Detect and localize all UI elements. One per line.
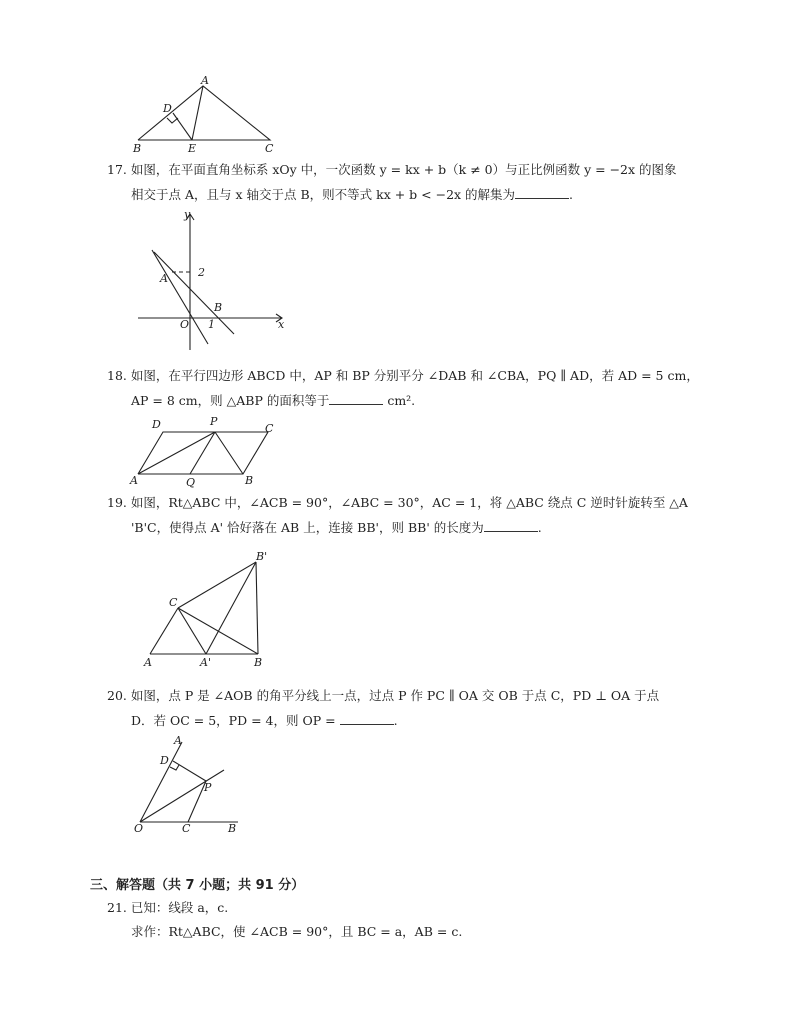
q19-line2 — [131, 519, 542, 536]
label-e: E — [188, 142, 197, 155]
line-kx-b — [154, 252, 234, 334]
label-o: O — [180, 318, 190, 331]
figure-q19 — [140, 548, 280, 670]
bisector-op — [140, 770, 224, 822]
segment-cbp — [178, 562, 256, 608]
q18-answer-blank — [329, 392, 383, 405]
label-y: y — [184, 208, 191, 221]
label-a-prime: A' — [200, 656, 211, 669]
label-p: P — [204, 781, 212, 794]
label-o: O — [134, 822, 144, 835]
label-q: Q — [186, 476, 196, 489]
label-p: P — [210, 415, 218, 428]
label-b: B — [133, 142, 142, 155]
segment-ac — [150, 608, 178, 654]
q20-line2-end: . — [393, 713, 398, 728]
label-c: C — [265, 422, 274, 435]
label-d: D — [163, 102, 172, 115]
label-one: 1 — [208, 318, 215, 331]
q17-line2-end: . — [569, 187, 574, 202]
label-c: C — [182, 822, 191, 835]
figure-q20 — [130, 734, 250, 834]
segment-apbp — [206, 562, 256, 654]
label-a: A — [144, 656, 152, 669]
q20-line1: 20. 如图，点 P 是 ∠AOB 的角平分线上一点，过点 P 作 PC ∥ OA 交 OB 于点 C，PD ⊥ OA 于点 — [107, 688, 660, 703]
label-a: A — [160, 272, 168, 285]
q20-answer-blank — [340, 712, 394, 725]
label-d: D — [152, 418, 161, 431]
q17-line2 — [131, 186, 573, 203]
segment-ap — [138, 432, 215, 474]
q17-answer-blank — [515, 186, 569, 199]
label-c: C — [265, 142, 274, 155]
label-b: B — [254, 656, 263, 669]
segment-cap — [178, 608, 206, 654]
label-a: A — [130, 474, 138, 487]
q17-line1: 17. 如图，在平面直角坐标系 xOy 中，一次函数 y = kx + b（k ≠ 0）与正比例函数 y = −2x 的图象 — [107, 162, 677, 177]
label-two: 2 — [198, 266, 205, 279]
q19-line2-text: 'B'C，使得点 A' 恰好落在 AB 上，连接 BB'，则 BB' 的长度为 — [131, 520, 484, 535]
figure-q17 — [132, 208, 292, 358]
label-b: B — [245, 474, 254, 487]
right-angle-mark — [170, 765, 179, 770]
q18-line1: 18. 如图，在平行四边形 ABCD 中，AP 和 BP 分别平分 ∠DAB 和 ∠CBA，PQ ∥ AD，若 AD = 5 cm， — [107, 368, 699, 383]
figure-q18 — [128, 414, 288, 492]
figure-q16 — [130, 74, 280, 154]
label-a: A — [201, 74, 209, 87]
segment-pd — [173, 761, 206, 781]
q18-line2-text: AP = 8 cm，则 △ABP 的面积等于 — [131, 393, 330, 408]
q18-line2 — [131, 392, 415, 409]
q19-line2-end: . — [537, 520, 542, 535]
segment-bpb — [256, 562, 258, 654]
label-x: x — [278, 318, 285, 331]
label-b-prime: B' — [256, 550, 268, 563]
label-b: B — [228, 822, 237, 835]
q17-line2-text: 相交于点 A，且与 x 轴交于点 B，则不等式 kx + b < −2x 的解集为 — [131, 187, 516, 202]
q20-line2-text: D．若 OC = 5，PD = 4，则 OP = — [131, 713, 336, 728]
q19-line1: 19. 如图，Rt△ABC 中，∠ACB = 90°，∠ABC = 30°，AC = 1，将 △ABC 绕点 C 逆时针旋转至 △A — [107, 495, 688, 510]
q20-line2 — [131, 712, 398, 729]
q18-line2-unit: cm². — [387, 393, 416, 408]
label-d: D — [160, 754, 169, 767]
section-heading: 三、解答题（共 7 小题；共 91 分） — [90, 878, 305, 893]
right-angle-mark — [167, 118, 178, 123]
label-c: C — [169, 596, 178, 609]
label-a: A — [174, 734, 182, 747]
segment-de — [173, 113, 192, 140]
label-b: B — [214, 301, 223, 314]
q19-answer-blank — [484, 519, 538, 532]
q21-line1: 21. 已知：线段 a，c. — [107, 900, 229, 915]
triangle-abc — [138, 86, 270, 140]
q21-line2: 求作：Rt△ABC，使 ∠ACB = 90°，且 BC = a，AB = c. — [131, 924, 463, 939]
segment-bp — [215, 432, 243, 474]
